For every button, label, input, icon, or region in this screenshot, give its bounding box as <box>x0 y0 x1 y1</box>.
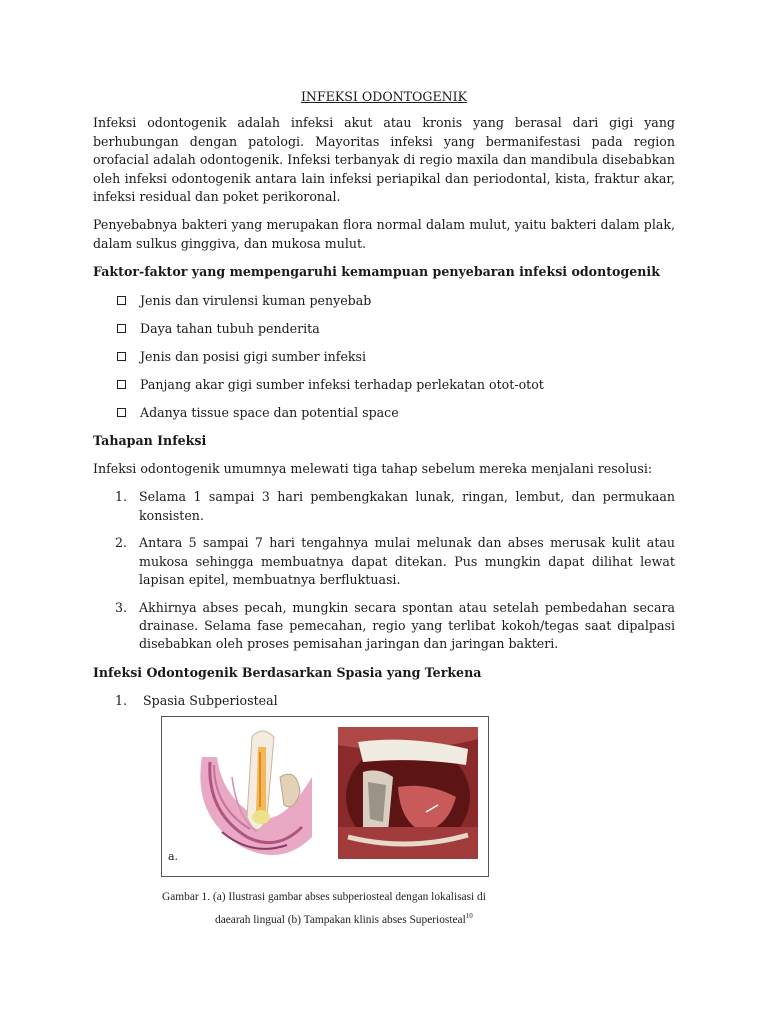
document-page <box>93 88 675 721</box>
list-item: Daya tahan tubuh penderita <box>117 320 675 338</box>
abscess-illustration <box>162 717 334 876</box>
caption-line-1: Gambar 1. (a) Ilustrasi gambar abses subperiosteal dengan lokalisasi di <box>162 891 486 903</box>
figure-frame <box>161 716 489 877</box>
caption-reference: 10 <box>465 912 473 920</box>
checkbox-bullet-icon <box>117 408 126 417</box>
list-item: 2. Antara 5 sampai 7 hari tengahnya mulai melunak dan abses merusak kulit atau mukosa sehingga membuatnya dapat ditekan. Pus mungkin dapat dilihat lewat lapisan epitel, membuatnya berfluktuasi. <box>115 535 675 588</box>
document-title: INFEKSI ODONTOGENIK <box>300 89 468 104</box>
caption-line-2: daearah lingual (b) Tampakan klinis abses Superiosteal$^{10}$ <box>215 912 473 926</box>
stages-intro: Infeksi odontogenik umumnya melewati tiga tahap sebelum mereka menjalani resolusi: <box>93 461 653 477</box>
list-item: Jenis dan posisi gigi sumber infeksi <box>117 348 675 366</box>
spaces-heading: Infeksi Odontogenik Berdasarkan Spasia yang Terkena <box>93 664 482 680</box>
figure-label: a. <box>168 850 179 863</box>
factors-heading: Faktor-faktor yang mempengaruhi kemampuan penyebaran infeksi odontogenik <box>93 264 660 280</box>
clinical-photo <box>338 727 478 859</box>
list-item: Adanya tissue space dan potential space <box>117 404 675 422</box>
checkbox-bullet-icon <box>117 296 126 305</box>
factors-list <box>93 292 675 422</box>
list-item: Jenis dan virulensi kuman penyebab <box>117 292 675 310</box>
space-item: 1. Spasia Subperiosteal <box>115 693 278 709</box>
intro-paragraph: Infeksi odontogenik adalah infeksi akut atau kronis yang berasal dari gigi yang berhubungan dengan patologi. Mayoritas infeksi yang bermanifestasi pada region orofacial adalah odontogenik. Infeksi terbanyak di regio maxila dan mandibula disebabkan oleh infeksi odontogenik antara lain infeksi periapikal dan periodontal, kista, fraktur akar, infeksi residual dan poket perikoronal. <box>93 115 675 205</box>
list-item: 1. Selama 1 sampai 3 hari pembengkakan lunak, ringan, lembut, dan permukaan konsisten. <box>115 489 675 523</box>
list-item: 3. Akhirnya abses pecah, mungkin secara spontan atau setelah pembedahan secara drainase. Selama fase pemecahan, regio yang terlibat kokoh/tegas saat dipalpasi disebabkan oleh proses pemisahan jaringan dan jaringan bakteri. <box>115 599 675 652</box>
checkbox-bullet-icon <box>117 380 126 389</box>
stages-heading: Tahapan Infeksi <box>93 432 207 448</box>
list-item: Panjang akar gigi sumber infeksi terhadap perlekatan otot-otot <box>117 376 675 394</box>
figure-caption <box>162 888 507 930</box>
cause-paragraph: Penyebabnya bakteri yang merupakan flora normal dalam mulut, yaitu bakteri dalam plak, dalam sulkus ginggiva, dan mukosa mulut. <box>93 217 675 251</box>
checkbox-bullet-icon <box>117 324 126 333</box>
stages-list <box>93 488 675 653</box>
checkbox-bullet-icon <box>117 352 126 361</box>
